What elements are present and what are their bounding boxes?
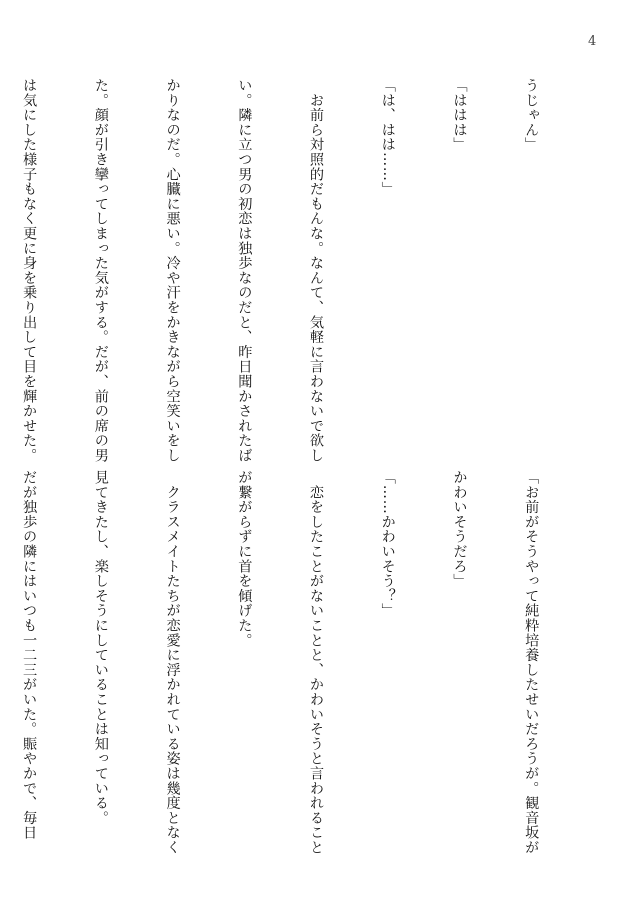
text-line: だが独歩の隣にはいつも一二三がいた。賑やかで、毎日 bbox=[21, 470, 38, 840]
text-line: 「……かわいそう？」 bbox=[379, 470, 396, 618]
text-line: お前ら対照的だもんな。なんて、気軽に言わないで欲し bbox=[308, 78, 325, 463]
text-line: 見てきたし、楽しそうにしていることは知っている。 bbox=[92, 470, 109, 826]
page-number: 4 bbox=[588, 34, 597, 49]
text-line: かわいそうだろ」 bbox=[451, 470, 468, 589]
text-line: 「お前がそうやって純粋培養したせいだろうが。観音坂が bbox=[523, 470, 540, 855]
text-block-bottom bbox=[0, 470, 590, 855]
text-line: 「は、はは……」 bbox=[379, 78, 396, 197]
text-line: は気にした様子もなく更に身を乗り出して目を輝かせた。 bbox=[21, 78, 38, 463]
text-line: 「ははは」 bbox=[451, 78, 468, 152]
text-line: うじゃん」 bbox=[523, 78, 540, 152]
text-line: た。顔が引き攣ってしまった気がする。だが、前の席の男 bbox=[92, 78, 109, 463]
text-line: 恋をしたことがないことと、かわいそうと言われること bbox=[308, 470, 325, 855]
text-line: クラスメイトたちが恋愛に浮かれている姿は幾度となく bbox=[164, 470, 181, 855]
text-line: が繋がらずに首を傾げた。 bbox=[236, 470, 253, 648]
text-block-top bbox=[0, 78, 590, 463]
text-line: かりなのだ。心臓に悪い。冷や汗をかきながら空笑いをし bbox=[164, 78, 181, 463]
text-line: い。隣に立つ男の初恋は独歩なのだと、昨日聞かされたば bbox=[236, 78, 253, 463]
